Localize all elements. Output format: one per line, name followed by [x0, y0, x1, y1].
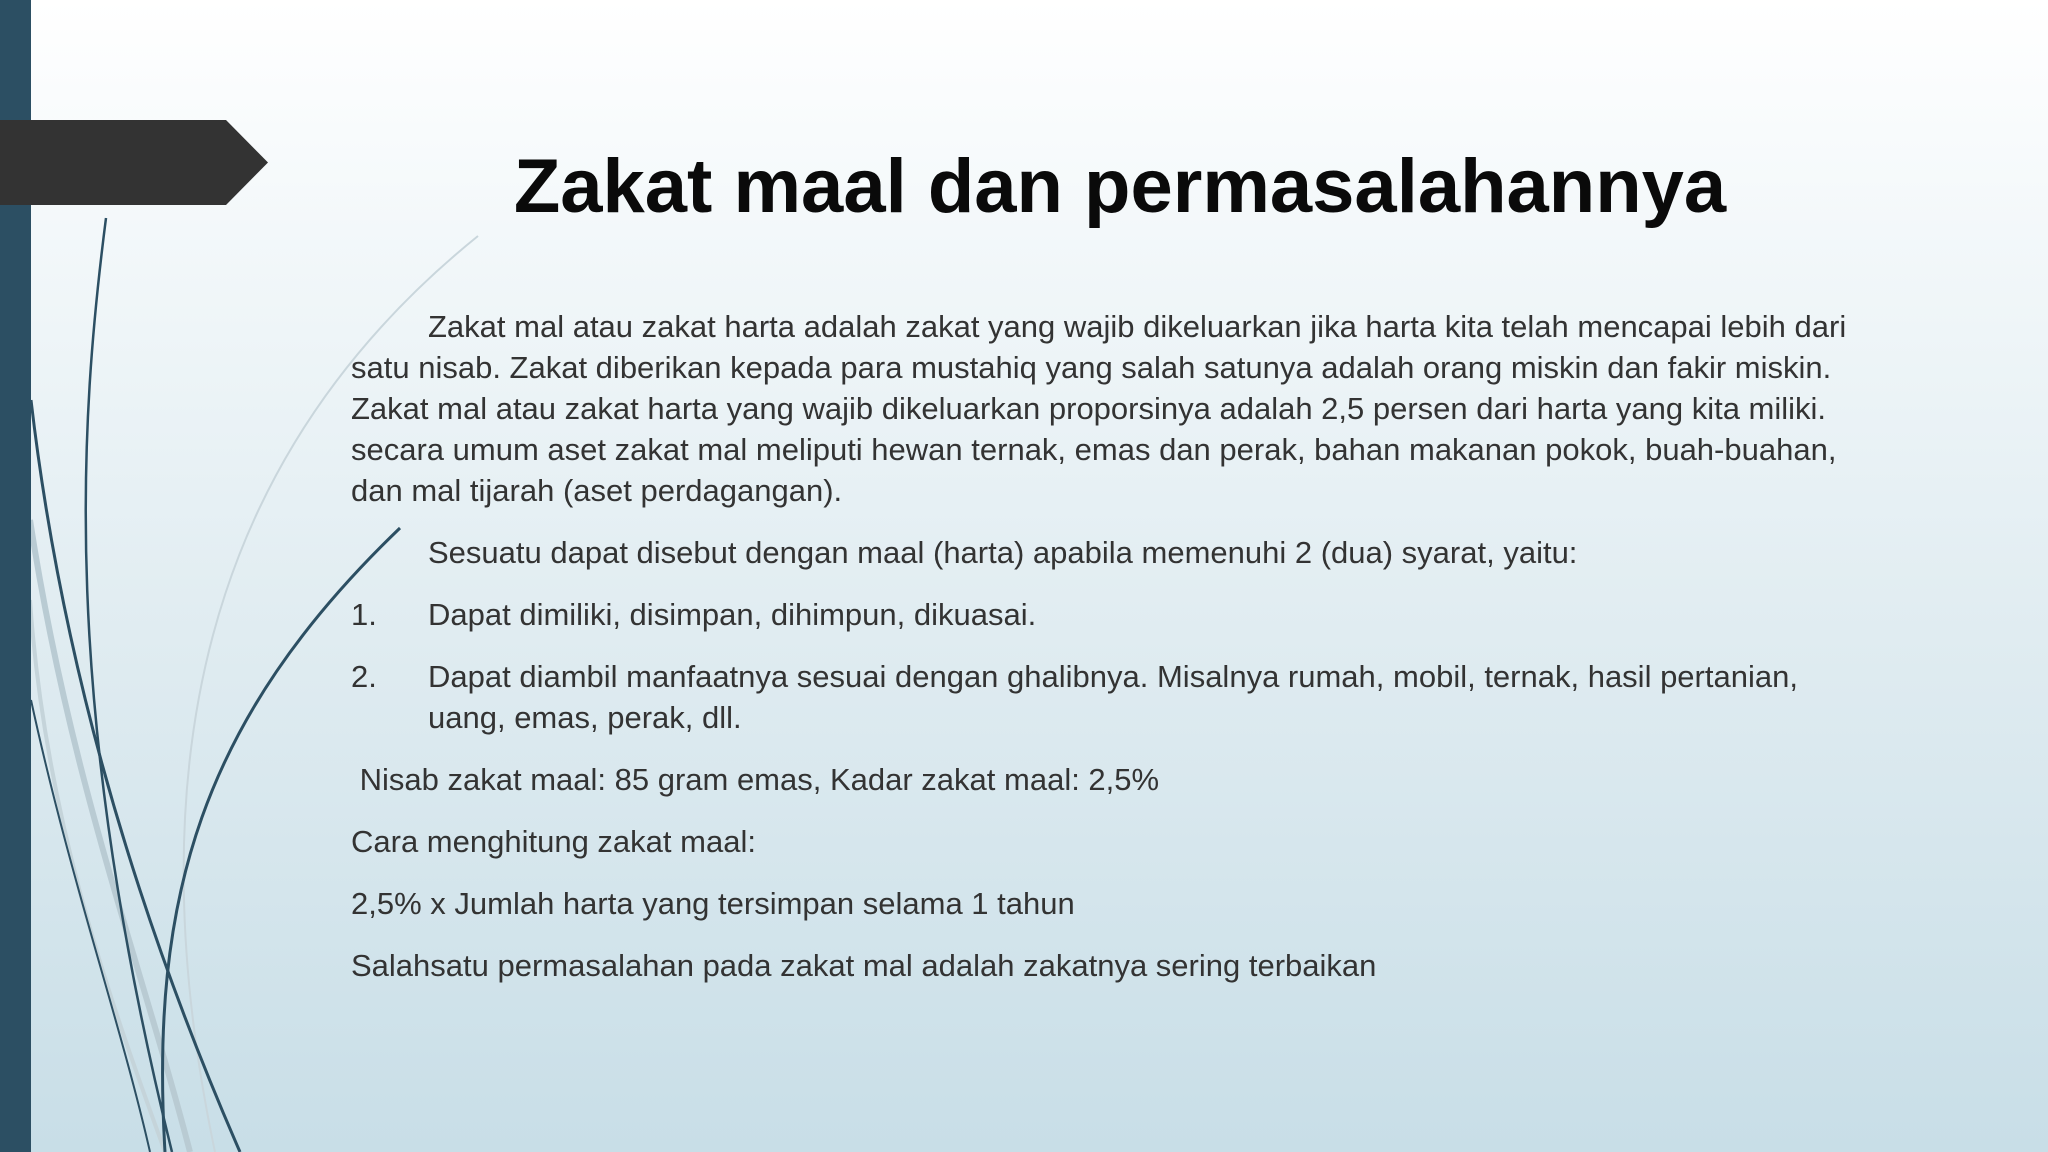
calc-heading: Cara menghitung zakat maal:: [351, 824, 756, 859]
closing-line: Salahsatu permasalahan pada zakat mal adalah zakatnya sering terbaikan: [351, 948, 1377, 983]
curve-dark-1: [86, 218, 172, 1152]
curve-dark-2: [31, 400, 240, 1152]
nisab-line: Nisab zakat maal: 85 gram emas, Kadar zakat maal: 2,5%: [351, 762, 1160, 797]
list-item-number: 1.: [351, 597, 377, 632]
slide-title: Zakat maal dan permasalahannya: [513, 144, 1727, 229]
list-item: [351, 656, 1881, 738]
title-arrow-tab: [0, 120, 268, 205]
list-item: [351, 594, 1881, 635]
list-item-number: 2.: [351, 659, 377, 694]
paragraph-conditions: Sesuatu dapat disebut dengan maal (harta) apabila memenuhi 2 (dua) syarat, yaitu:: [428, 535, 1578, 570]
slide-body: [351, 306, 1881, 1007]
calc-formula: 2,5% x Jumlah harta yang tersimpan selama 1 tahun: [351, 886, 1075, 921]
paragraph-definition: Zakat mal atau zakat harta adalah zakat yang wajib dikeluarkan jika harta kita telah mencapai lebih dari satu nisab. Zakat diberikan kepada para mustahiq yang salah satunya adalah orang miskin dan fakir miskin. Zakat mal atau zakat harta yang wajib dikeluarkan proporsinya adalah 2,5 persen dari harta yang kita miliki. secara umum aset zakat mal meliputi hewan ternak, emas dan perak, bahan makanan pokok, buah-buahan, dan mal tijarah (aset perdagangan).: [351, 309, 1847, 508]
list-item-text: Dapat dimiliki, disimpan, dihimpun, dikuasai.: [428, 597, 1037, 632]
list-item-text: Dapat diambil manfaatnya sesuai dengan ghalibnya. Misalnya rumah, mobil, ternak, hasil pertanian, uang, emas, perak, dll.: [428, 659, 1798, 735]
curve-light-wide-2: [30, 600, 165, 1152]
